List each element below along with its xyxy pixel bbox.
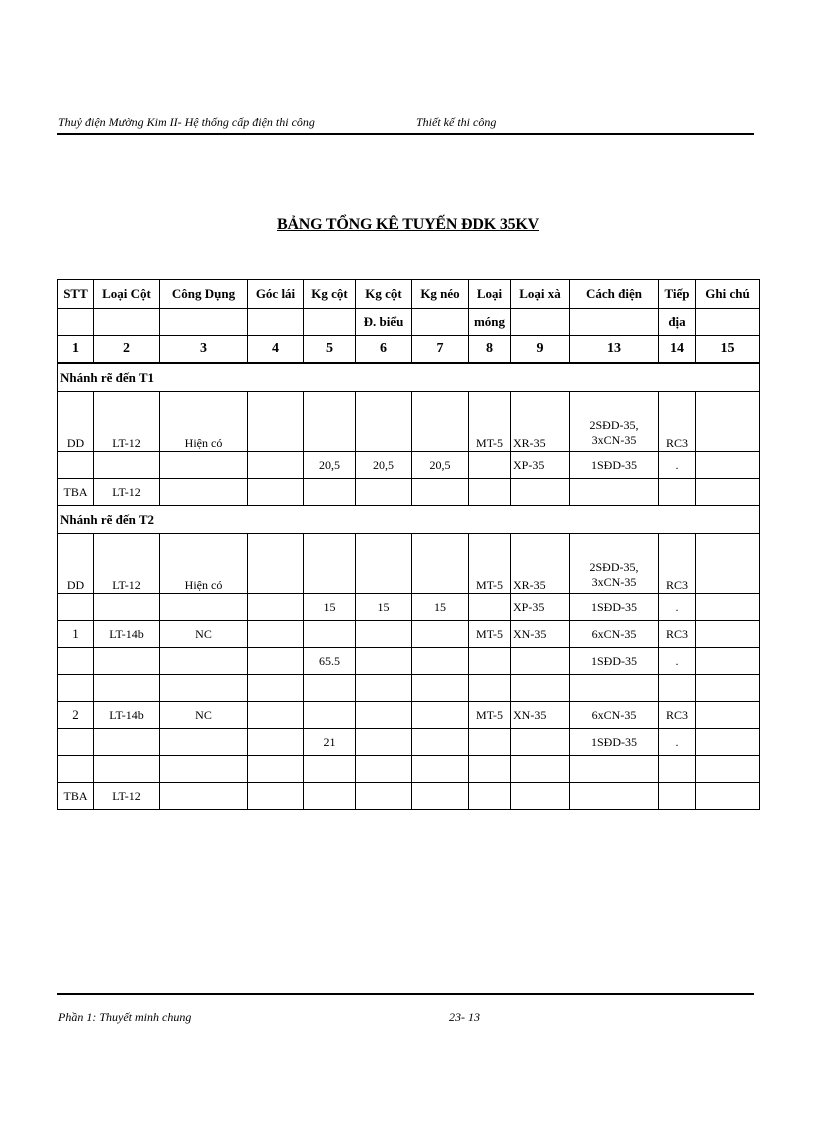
table-cell <box>94 309 160 336</box>
table-body <box>58 280 760 810</box>
table-cell: DD <box>58 534 94 594</box>
table-cell: 4 <box>248 336 304 364</box>
table-row <box>58 479 760 506</box>
table-cell: RC3 <box>659 621 696 648</box>
table-cell <box>696 594 760 621</box>
header-right-text: Thiết kế thi công <box>416 115 497 129</box>
table-cell <box>58 648 94 675</box>
table-cell <box>356 621 412 648</box>
table-cell: XN-35 <box>511 702 570 729</box>
table-cell <box>469 594 511 621</box>
table-cell <box>58 309 94 336</box>
table-cell: 2 <box>58 702 94 729</box>
table-cell: LT-12 <box>94 392 160 452</box>
table-cell: 7 <box>412 336 469 364</box>
table-cell <box>248 702 304 729</box>
table-cell <box>696 392 760 452</box>
table-cell <box>160 756 248 783</box>
table-cell <box>570 783 659 810</box>
table-cell: XN-35 <box>511 621 570 648</box>
table-cell: 15 <box>412 594 469 621</box>
table-cell: NC <box>160 702 248 729</box>
table-cell <box>248 621 304 648</box>
table-cell: 1SĐD-35 <box>570 594 659 621</box>
table-cell <box>412 534 469 594</box>
table-cell: MT-5 <box>469 621 511 648</box>
table-cell <box>304 309 356 336</box>
table-cell <box>356 783 412 810</box>
table-cell: 13 <box>570 336 659 364</box>
table-cell <box>160 452 248 479</box>
table-cell <box>511 648 570 675</box>
table-cell: XP-35 <box>511 594 570 621</box>
table-cell <box>356 675 412 702</box>
table-row <box>58 336 760 364</box>
table-cell: 9 <box>511 336 570 364</box>
section-row <box>58 506 760 534</box>
table-cell <box>469 756 511 783</box>
table-row <box>58 280 760 309</box>
table-cell <box>248 452 304 479</box>
table-cell: Công Dụng <box>160 280 248 309</box>
table-cell: 1SĐD-35 <box>570 648 659 675</box>
table-cell <box>356 702 412 729</box>
table-cell: 2 <box>94 336 160 364</box>
page-number: 23- 13 <box>449 1010 480 1024</box>
table-row <box>58 392 760 452</box>
table-cell <box>412 309 469 336</box>
table-cell <box>469 783 511 810</box>
table-cell: LT-14b <box>94 621 160 648</box>
table-cell <box>94 648 160 675</box>
table-cell <box>248 756 304 783</box>
table-cell: STT <box>58 280 94 309</box>
table-cell: 8 <box>469 336 511 364</box>
table-cell <box>469 675 511 702</box>
table-cell <box>304 392 356 452</box>
table-cell <box>58 594 94 621</box>
footer-left-text: Phần 1: Thuyết minh chung <box>58 1010 192 1024</box>
table-cell <box>94 675 160 702</box>
table-cell <box>511 309 570 336</box>
table-cell: . <box>659 729 696 756</box>
table-row <box>58 675 760 702</box>
table-cell: TBA <box>58 783 94 810</box>
table-cell: Loại xà <box>511 280 570 309</box>
table-cell <box>356 648 412 675</box>
table-cell: 6 <box>356 336 412 364</box>
table-cell <box>469 648 511 675</box>
table-cell: Kg néo <box>412 280 469 309</box>
table-cell: 65.5 <box>304 648 356 675</box>
table-cell: 3 <box>160 336 248 364</box>
table-cell <box>696 729 760 756</box>
table-cell <box>696 702 760 729</box>
table-cell: . <box>659 648 696 675</box>
table-cell <box>94 756 160 783</box>
table-cell: LT-12 <box>94 783 160 810</box>
table-cell <box>412 675 469 702</box>
table-cell <box>356 756 412 783</box>
table-row <box>58 534 760 594</box>
table-cell <box>94 729 160 756</box>
table-cell: 2SĐD-35, 3xCN-35 <box>570 392 659 452</box>
section-label: Nhánh rẽ đến T2 <box>58 506 760 534</box>
table-cell: Loại <box>469 280 511 309</box>
table-cell <box>160 783 248 810</box>
table-cell <box>248 534 304 594</box>
table-cell: XR-35 <box>511 534 570 594</box>
table-cell <box>304 702 356 729</box>
table-cell <box>248 594 304 621</box>
table-cell <box>248 783 304 810</box>
table-cell: . <box>659 594 696 621</box>
table-cell <box>696 452 760 479</box>
table-cell <box>696 783 760 810</box>
header-left-text: Thuỷ điện Mường Kim II- Hệ thống cấp điện thi công <box>58 115 315 129</box>
table-row <box>58 621 760 648</box>
table-cell <box>469 479 511 506</box>
table-cell: Kg cột <box>356 280 412 309</box>
table-cell <box>511 675 570 702</box>
table-cell <box>511 783 570 810</box>
table-cell <box>356 479 412 506</box>
table-cell <box>160 729 248 756</box>
table-cell <box>304 534 356 594</box>
table-cell: RC3 <box>659 702 696 729</box>
table-cell <box>696 309 760 336</box>
table-cell <box>412 783 469 810</box>
table-cell <box>160 648 248 675</box>
table-cell <box>570 675 659 702</box>
table-cell: LT-12 <box>94 534 160 594</box>
table-cell: RC3 <box>659 534 696 594</box>
section-label: Nhánh rẽ đến T1 <box>58 363 760 392</box>
table-cell <box>248 392 304 452</box>
table-cell: 21 <box>304 729 356 756</box>
table-cell <box>412 729 469 756</box>
table-cell: móng <box>469 309 511 336</box>
table-cell <box>304 783 356 810</box>
table-cell: MT-5 <box>469 534 511 594</box>
table-cell <box>412 756 469 783</box>
table-cell <box>511 479 570 506</box>
table-cell: 5 <box>304 336 356 364</box>
table-cell <box>696 756 760 783</box>
table-cell: 20,5 <box>412 452 469 479</box>
table-cell: 20,5 <box>356 452 412 479</box>
table-cell: 14 <box>659 336 696 364</box>
table-cell <box>160 594 248 621</box>
table-cell <box>58 675 94 702</box>
table-cell <box>58 756 94 783</box>
header-divider <box>57 133 754 135</box>
table-cell: 2SĐD-35, 3xCN-35 <box>570 534 659 594</box>
table-cell <box>469 452 511 479</box>
table-cell <box>58 729 94 756</box>
table-cell: 1SĐD-35 <box>570 452 659 479</box>
table-cell: Hiện có <box>160 392 248 452</box>
table-cell: 15 <box>696 336 760 364</box>
table-cell <box>469 729 511 756</box>
table-cell: MT-5 <box>469 392 511 452</box>
table-row <box>58 702 760 729</box>
table-cell <box>248 479 304 506</box>
table-cell: . <box>659 452 696 479</box>
table-cell <box>304 621 356 648</box>
table-cell: 1 <box>58 336 94 364</box>
table-row <box>58 756 760 783</box>
table-cell: Ghi chú <box>696 280 760 309</box>
table-cell: Cách điện <box>570 280 659 309</box>
table-cell <box>412 702 469 729</box>
table-row <box>58 452 760 479</box>
table-cell: LT-14b <box>94 702 160 729</box>
table-cell <box>248 648 304 675</box>
table-cell <box>570 756 659 783</box>
table-cell <box>696 675 760 702</box>
table-cell <box>304 479 356 506</box>
table-cell <box>570 479 659 506</box>
table-cell: Loại Cột <box>94 280 160 309</box>
table-row <box>58 783 760 810</box>
table-cell <box>696 621 760 648</box>
table-row <box>58 594 760 621</box>
table-cell: Tiếp <box>659 280 696 309</box>
table-cell <box>412 392 469 452</box>
table-cell: LT-12 <box>94 479 160 506</box>
table-cell: Kg cột <box>304 280 356 309</box>
page-title: BẢNG TỔNG KÊ TUYẾN ĐDK 35KV <box>276 216 540 233</box>
table-cell: 15 <box>304 594 356 621</box>
table-cell <box>94 594 160 621</box>
section-row <box>58 363 760 392</box>
table-cell <box>304 756 356 783</box>
table-cell <box>160 309 248 336</box>
table-cell: 6xCN-35 <box>570 621 659 648</box>
table-cell <box>659 675 696 702</box>
table-row <box>58 729 760 756</box>
table-cell <box>160 479 248 506</box>
table-cell: 6xCN-35 <box>570 702 659 729</box>
table-cell: TBA <box>58 479 94 506</box>
table-cell <box>511 756 570 783</box>
table-row <box>58 648 760 675</box>
table-cell <box>248 309 304 336</box>
table-cell <box>412 479 469 506</box>
table-cell: địa <box>659 309 696 336</box>
table-cell <box>659 756 696 783</box>
table-cell <box>356 392 412 452</box>
summary-table <box>57 279 760 810</box>
table-cell: 15 <box>356 594 412 621</box>
table-cell <box>659 783 696 810</box>
table-cell <box>94 452 160 479</box>
table-cell: Đ. biểu <box>356 309 412 336</box>
table-cell <box>356 534 412 594</box>
table-cell <box>248 675 304 702</box>
table-cell: DD <box>58 392 94 452</box>
table-cell: Góc lái <box>248 280 304 309</box>
table-cell <box>570 309 659 336</box>
table-cell <box>248 729 304 756</box>
table-cell: MT-5 <box>469 702 511 729</box>
footer-divider <box>57 993 754 995</box>
table-cell <box>58 452 94 479</box>
table-cell <box>160 675 248 702</box>
table-cell <box>696 648 760 675</box>
table-cell: Hiện có <box>160 534 248 594</box>
table-row <box>58 309 760 336</box>
table-cell <box>511 729 570 756</box>
table-cell: XR-35 <box>511 392 570 452</box>
table-cell <box>304 675 356 702</box>
table-cell: 1SĐD-35 <box>570 729 659 756</box>
table-cell <box>412 648 469 675</box>
table-cell <box>696 534 760 594</box>
table-cell: NC <box>160 621 248 648</box>
table-cell <box>356 729 412 756</box>
table-cell <box>696 479 760 506</box>
table-cell: 1 <box>58 621 94 648</box>
table-cell: 20,5 <box>304 452 356 479</box>
table-cell: XP-35 <box>511 452 570 479</box>
table-cell <box>659 479 696 506</box>
table-cell: RC3 <box>659 392 696 452</box>
table-cell <box>412 621 469 648</box>
